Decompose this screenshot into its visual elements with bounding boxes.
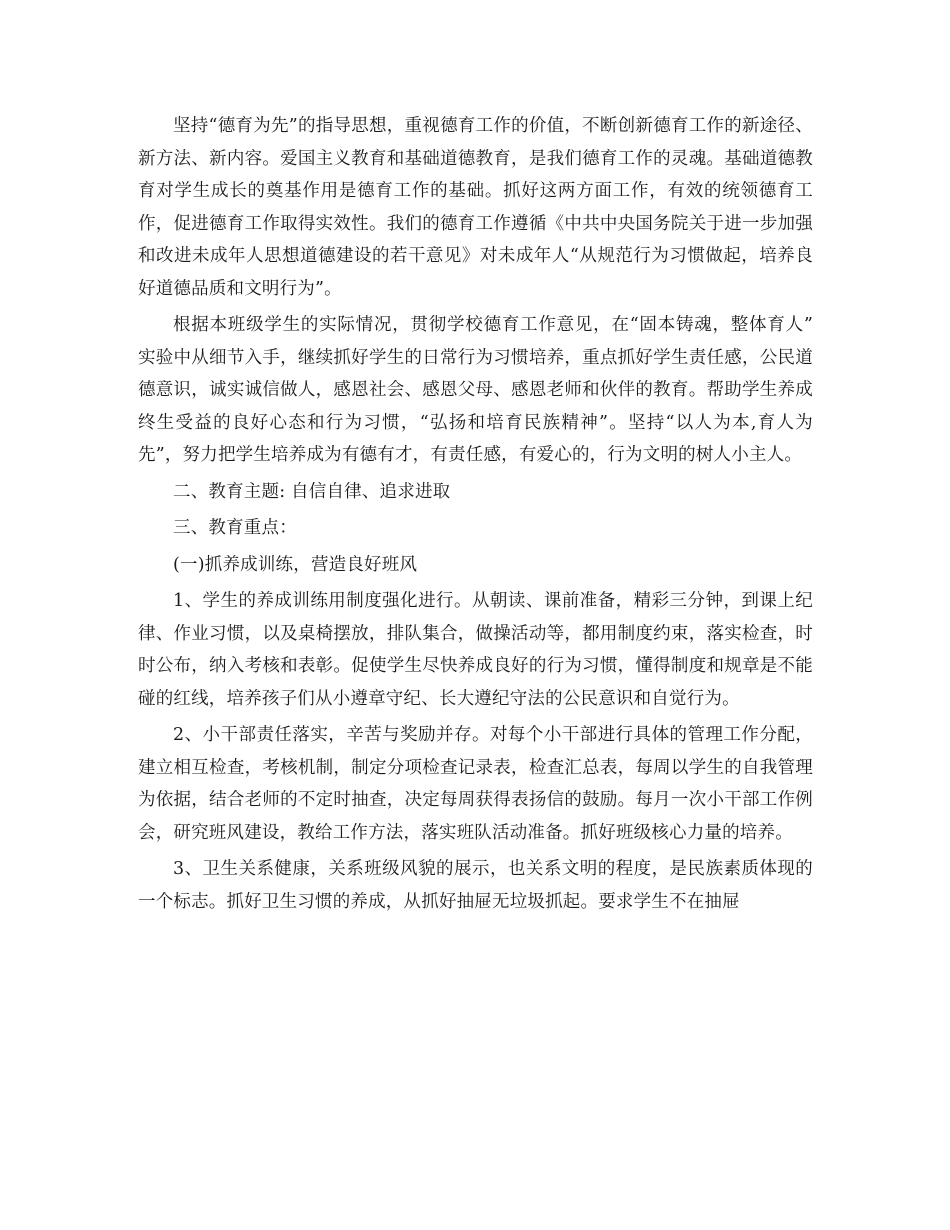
document-page (138, 110, 813, 922)
paragraph-moral-education-principle: 坚持“德育为先”的指导思想，重视德育工作的价值，不断创新德育工作的新途径、新方法、新内容。爱国主义教育和基础道德教育，是我们德育工作的灵魂。基础道德教育对学生成长的奠基作用是德育工作的基础。抓好这两方面工作，有效的统领德育工作，促进德育工作取得实效性。我们的德育工作遵循《中共中央国务院关于进一步加强和改进未成年人思想道德建设的若干意见》对未成年人“从规范行为习惯做起，培养良好道德品质和文明行为”。 (138, 116, 813, 299)
paragraph-item-2: 2、小干部责任落实，辛苦与奖励并存。对每个小干部进行具体的管理工作分配，建立相互检查，考核机制，制定分项检查记录表，检查汇总表，每周以学生的自我管理为依据，结合老师的不定时抽查，决定每周获得表扬信的鼓励。每月一次小干部工作例会，研究班风建设，教给工作方法，落实班队活动准备。抓好班级核心力量的培养。 (138, 725, 813, 843)
paragraph-item-3: 3、卫生关系健康，关系班级风貌的展示，也关系文明的程度，是民族素质体现的一个标志。抓好卫生习惯的养成，从抓好抽屉无垃圾抓起。要求学生不在抽屉 (138, 859, 813, 912)
heading-education-theme: 二、教育主题: 自信自律、追求进取 (173, 481, 451, 502)
heading-education-focus: 三、教育重点： (173, 518, 297, 538)
paragraph-item-1: 1、学生的养成训练用制度强化进行。从朝读、课前准备，精彩三分钟，到课上纪律、作业习惯，以及桌椅摆放，排队集合，做操活动等，都用制度约束，落实检查，时时公布，纳入考核和表彰。促使学生尽快养成良好的行为习惯，懂得制度和规章是不能碰的红线，培养孩子们从小遵章守纪、长大遵纪守法的公民意识和自觉行为。 (138, 591, 813, 709)
paragraph-class-situation: 根据本班级学生的实际情况，贯彻学校德育工作意见，在“固本铸魂，整体育人” 实验中从细节入手，继续抓好学生的日常行为习惯培养，重点抓好学生责任感，公民道德意识，诚实诚信做人，感恩社会、感恩父母、感恩老师和伙伴的教育。帮助学生养成终生受益的良好心态和行为习惯，“弘扬和培育民族精神”。坚持“以人为本,育人为先”，努力把学生培养成为有德有才，有责任感，有爱心的，行为文明的树人小主人。 (138, 315, 813, 465)
subheading-habit-training: (一)抓养成训练，营造良好班风 (173, 554, 418, 575)
